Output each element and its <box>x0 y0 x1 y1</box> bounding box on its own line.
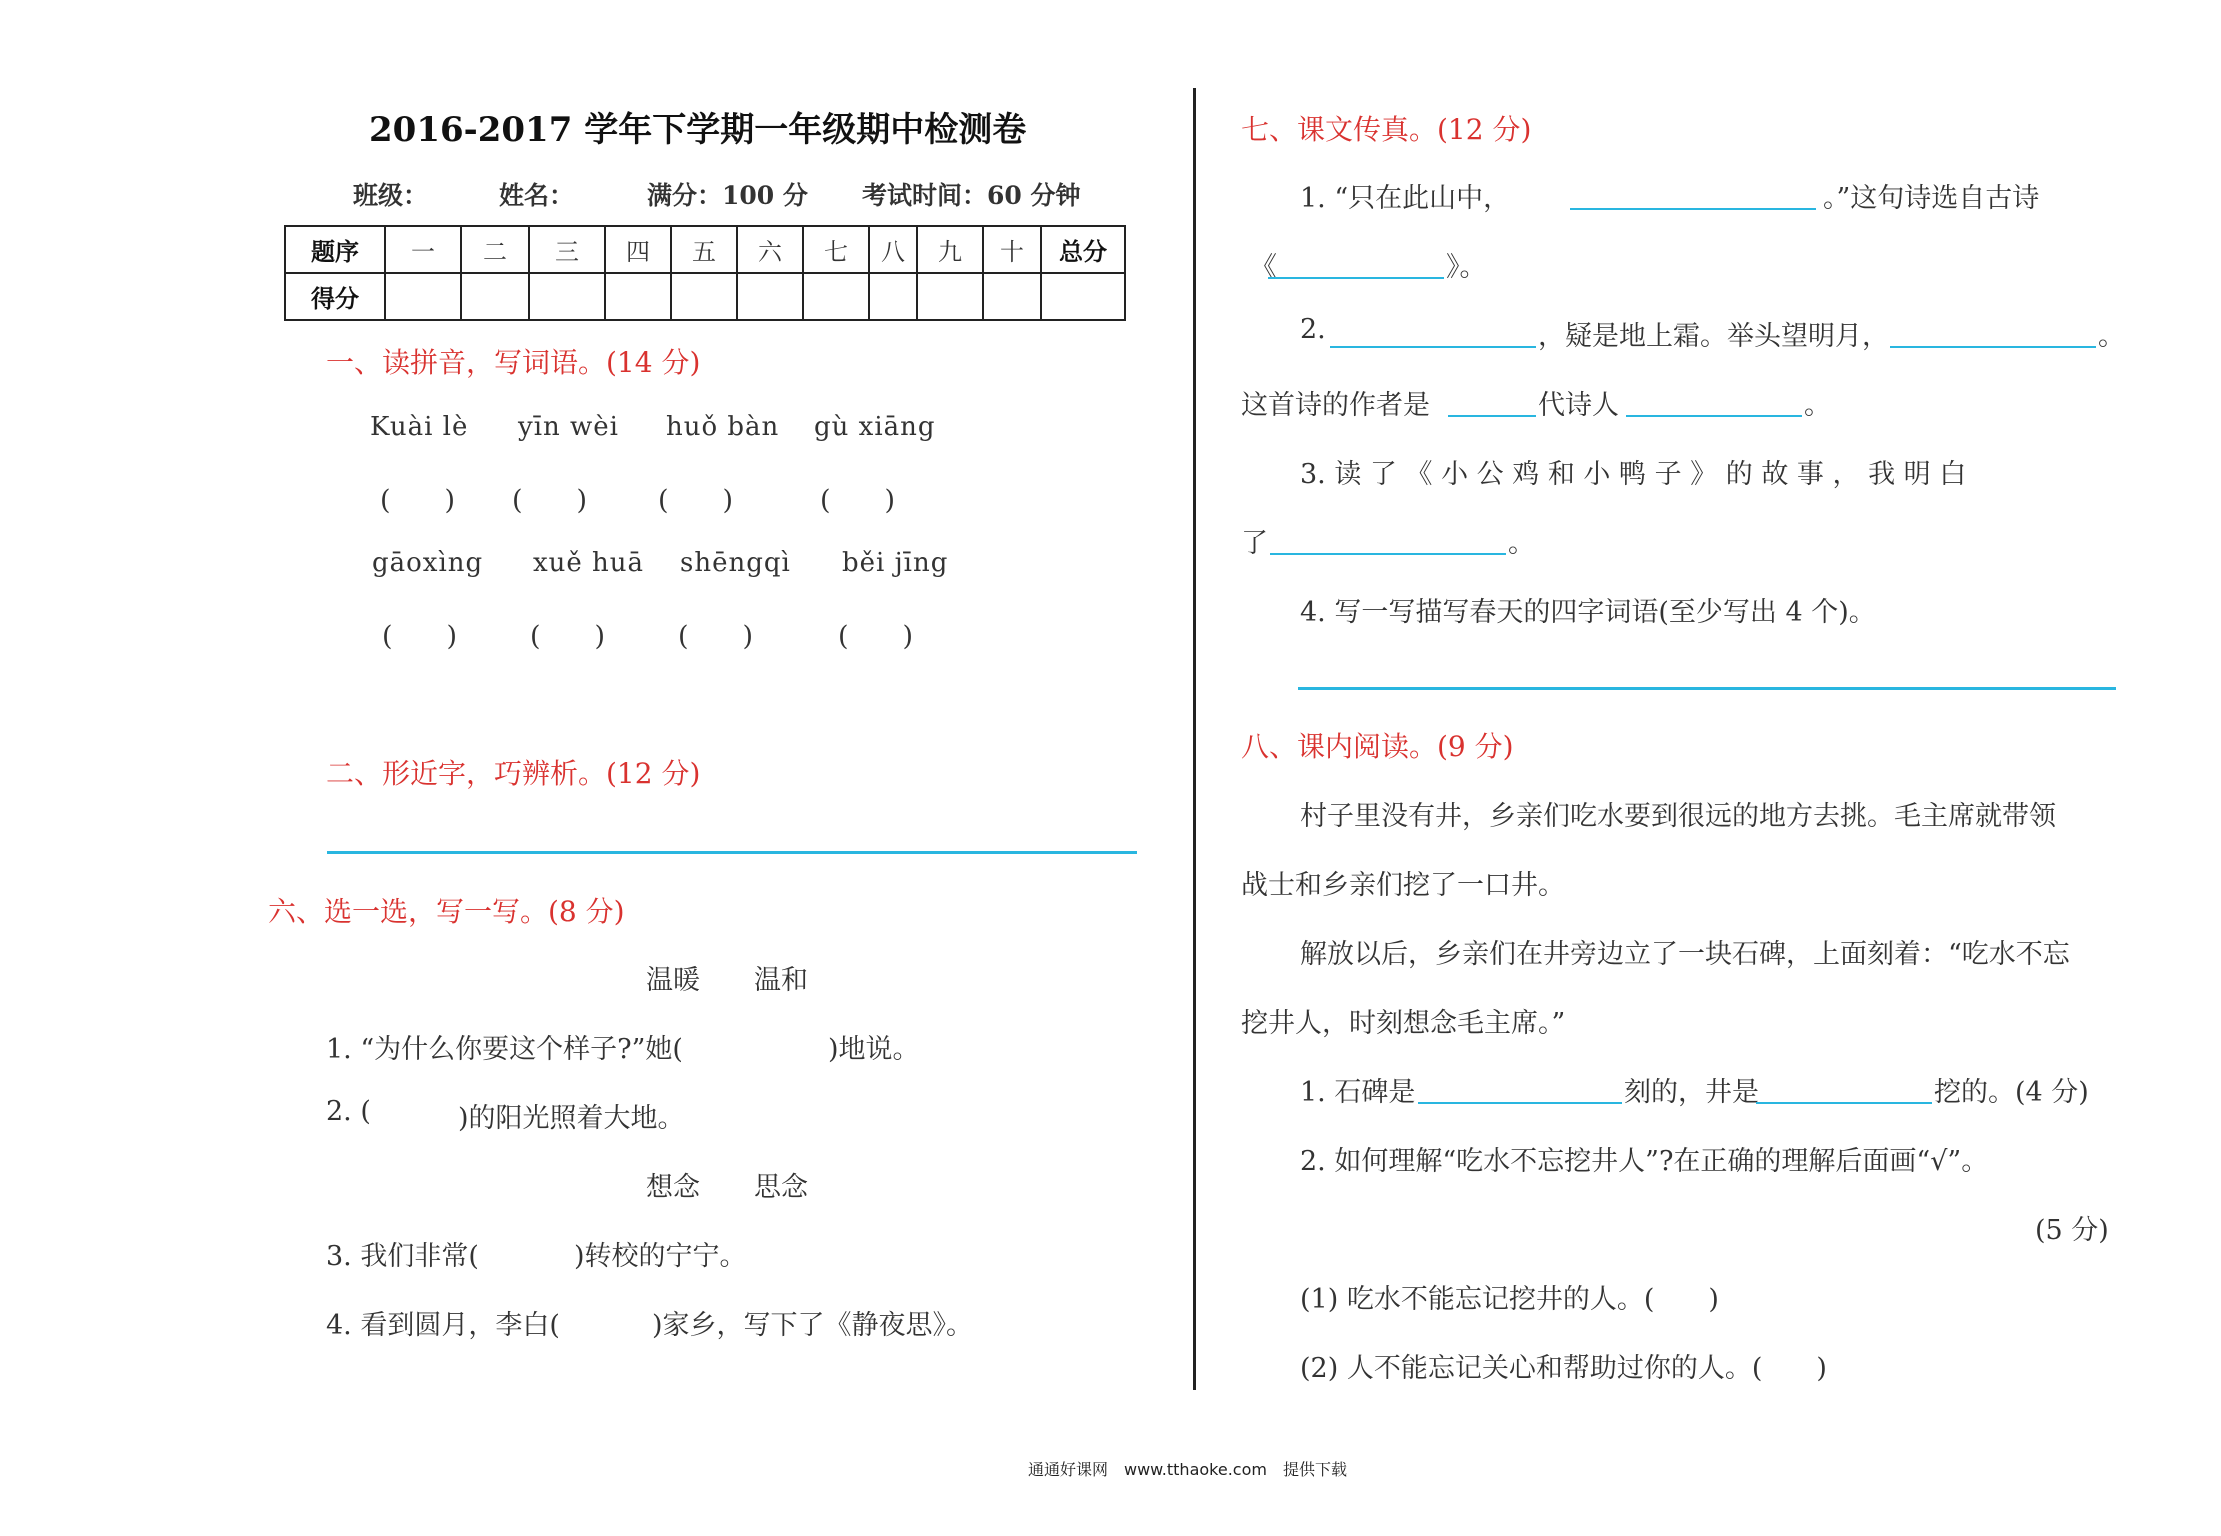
score-cell[interactable] <box>869 273 917 320</box>
question-text: 2. ( <box>326 1096 371 1127</box>
question-text: 代诗人 <box>1538 390 1619 421</box>
score-cell[interactable] <box>1041 273 1125 320</box>
answer-paren[interactable]: ( ) <box>530 621 606 652</box>
question-text: )家乡，写下了《静夜思》。 <box>652 1310 974 1341</box>
col-total: 总分 <box>1041 226 1125 273</box>
pinyin-item: huǒ bàn <box>666 412 780 442</box>
answer-blank[interactable] <box>1626 389 1802 417</box>
question-score: (5 分) <box>2035 1215 2109 1246</box>
answer-paren[interactable]: ( ) <box>678 621 754 652</box>
section8-title: 八、课内阅读。(9 分) <box>1241 730 1514 763</box>
pinyin-item: Kuài lè <box>370 412 469 442</box>
col-9: 九 <box>917 226 983 273</box>
score-table-score-row <box>285 273 1125 320</box>
answer-paren[interactable]: ( ) <box>658 485 734 516</box>
score-cell[interactable] <box>385 273 461 320</box>
pinyin-item: gù xiāng <box>814 412 936 442</box>
question-text: 这首诗的作者是 <box>1241 390 1430 421</box>
pinyin-item: yīn wèi <box>518 412 619 442</box>
passage-text: 挖井人，时刻想念毛主席。” <box>1241 1008 1566 1039</box>
col-10: 十 <box>983 226 1041 273</box>
pinyin-item: shēngqì <box>680 548 791 578</box>
class-label: 班级： <box>353 181 429 210</box>
score-cell[interactable] <box>461 273 529 320</box>
answer-blank[interactable] <box>1756 1076 1932 1104</box>
answer-blank[interactable] <box>1418 1076 1622 1104</box>
section6-title: 六、选一选，写一写。(8 分) <box>268 895 625 928</box>
pinyin-item: xuě huā <box>533 548 645 578</box>
col-8: 八 <box>869 226 917 273</box>
question-text: 挖的。(4 分) <box>1934 1077 2089 1108</box>
question-text: 。”这句诗选自古诗 <box>1823 183 2040 214</box>
answer-paren[interactable]: ( ) <box>820 485 896 516</box>
passage-text: 村子里没有井，乡亲们吃水要到很远的地方去挑。毛主席就带领 <box>1300 801 2056 832</box>
word-choices: 想念 思念 <box>646 1172 808 1203</box>
exam-time: 考试时间：60 分钟 <box>862 181 1081 210</box>
column-divider <box>1193 88 1196 1390</box>
answer-blank[interactable] <box>1890 320 2096 348</box>
col-5: 五 <box>671 226 737 273</box>
answer-line[interactable] <box>327 851 1137 854</box>
question-text: )转校的宁宁。 <box>574 1241 747 1272</box>
question-text: 2. 如何理解“吃水不忘挖井人”?在正确的理解后面画“√”。 <box>1300 1146 1989 1177</box>
section2-title: 二、形近字，巧辨析。(12 分) <box>326 757 701 790</box>
question-text: 。 <box>1804 390 1831 421</box>
question-text: 。 <box>1508 528 1535 559</box>
score-table-header-row <box>285 226 1125 273</box>
exam-title: 2016-2017 学年下学期一年级期中检测卷 <box>369 110 1027 150</box>
footer-credit: 通通好课网 www.tthaoke.com 提供下载 <box>1028 1460 1347 1479</box>
question-text: )的阳光照着大地。 <box>458 1103 685 1134</box>
question-text: 《 <box>1250 252 1277 283</box>
answer-paren[interactable]: ( ) <box>512 485 588 516</box>
answer-paren[interactable]: ( ) <box>382 621 458 652</box>
col-7: 七 <box>803 226 869 273</box>
question-text: 刻的，井是 <box>1624 1077 1759 1108</box>
name-label: 姓名： <box>499 181 575 210</box>
question-text: 》。 <box>1446 252 1487 283</box>
section1-title: 一、读拼音，写词语。(14 分) <box>326 346 701 379</box>
score-cell[interactable] <box>737 273 803 320</box>
answer-blank[interactable] <box>1448 389 1536 417</box>
question-text: 4. 写一写描写春天的四字词语(至少写出 4 个)。 <box>1300 597 1876 628</box>
score-cell[interactable] <box>605 273 671 320</box>
question-text: )地说。 <box>828 1034 920 1065</box>
answer-line[interactable] <box>1298 687 2116 690</box>
col-6: 六 <box>737 226 803 273</box>
col-2: 二 <box>461 226 529 273</box>
section7-title: 七、课文传真。(12 分) <box>1241 113 1532 146</box>
question-text: 1. 石碑是 <box>1300 1077 1416 1108</box>
passage-text: 战士和乡亲们挖了一口井。 <box>1241 870 1565 901</box>
score-table <box>284 225 1126 321</box>
answer-blank[interactable] <box>1268 251 1444 279</box>
pinyin-item: běi jīng <box>842 548 949 578</box>
col-4: 四 <box>605 226 671 273</box>
score-cell[interactable] <box>983 273 1041 320</box>
question-text: ，疑是地上霜。举头望明月， <box>1538 321 1889 352</box>
option-text[interactable]: (1) 吃水不能忘记挖井的人。( ) <box>1300 1284 1719 1315</box>
full-score: 满分：100 分 <box>647 181 808 210</box>
answer-blank[interactable] <box>1270 527 1506 555</box>
score-cell[interactable] <box>917 273 983 320</box>
answer-paren[interactable]: ( ) <box>838 621 914 652</box>
score-cell[interactable] <box>671 273 737 320</box>
row-label-score: 得分 <box>285 273 385 320</box>
option-text[interactable]: (2) 人不能忘记关心和帮助过你的人。( ) <box>1300 1353 1827 1384</box>
col-1: 一 <box>385 226 461 273</box>
question-text: 1. “为什么你要这个样子?”她( <box>326 1034 683 1065</box>
pinyin-item: gāoxìng <box>372 548 484 578</box>
passage-text: 解放以后，乡亲们在井旁边立了一块石碑，上面刻着：“吃水不忘 <box>1300 939 2070 970</box>
answer-blank[interactable] <box>1330 320 1536 348</box>
question-text: 3. 我们非常( <box>326 1241 479 1272</box>
question-text: 2. <box>1300 314 1326 345</box>
col-3: 三 <box>529 226 605 273</box>
question-text: 了 <box>1241 528 1268 559</box>
answer-paren[interactable]: ( ) <box>380 485 456 516</box>
question-text: 4. 看到圆月，李白( <box>326 1310 560 1341</box>
score-cell[interactable] <box>529 273 605 320</box>
question-text: 1. “只在此山中， <box>1300 183 1511 214</box>
answer-blank[interactable] <box>1570 182 1816 210</box>
row-label-order: 题序 <box>285 226 385 273</box>
word-choices: 温暖 温和 <box>646 965 808 996</box>
question-text: 。 <box>2098 321 2125 352</box>
score-cell[interactable] <box>803 273 869 320</box>
question-text: 3. 读 了 《 小 公 鸡 和 小 鸭 子 》 的 故 事 ， 我 明 白 <box>1300 459 1967 490</box>
